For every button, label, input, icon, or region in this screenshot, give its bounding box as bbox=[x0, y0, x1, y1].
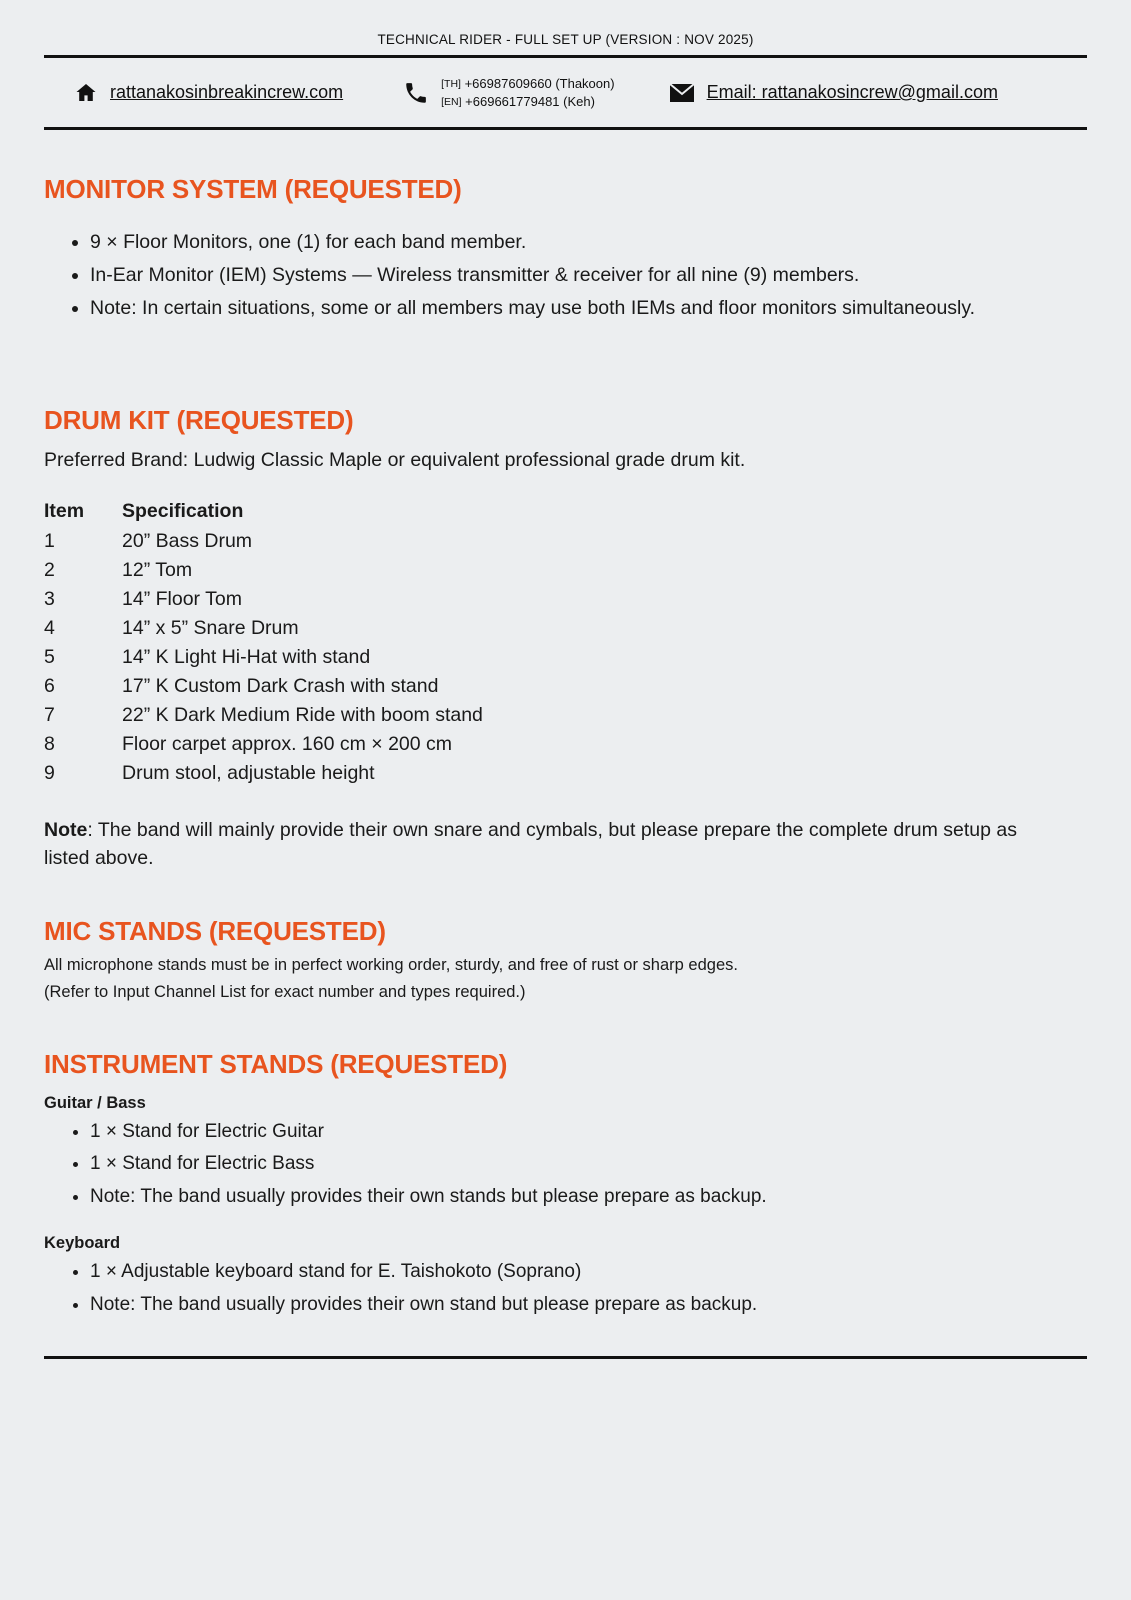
guitar-bass-list bbox=[44, 1117, 1087, 1212]
email-link[interactable]: Email: rattanakosincrew@gmail.com bbox=[706, 82, 998, 103]
list-item: • Note: In certain situations, some or all members may use both IEMs and floor monitors simultaneously. bbox=[90, 293, 1087, 324]
table-row bbox=[44, 672, 483, 701]
table-row bbox=[44, 556, 483, 585]
table-row bbox=[44, 730, 483, 759]
phone-th bbox=[441, 75, 614, 93]
mic-stands-section-title: MIC STANDS (REQUESTED) bbox=[44, 916, 386, 947]
footer-rule bbox=[44, 1356, 1087, 1359]
mic-stands-line-2: (Refer to Input Channel List for exact number and types required.) bbox=[44, 983, 526, 1002]
table-row bbox=[44, 643, 483, 672]
table-row bbox=[44, 701, 483, 730]
instrument-stands-section-title: INSTRUMENT STANDS (REQUESTED) bbox=[44, 1048, 508, 1079]
cell-item: 3 bbox=[44, 587, 55, 610]
cell-item: 7 bbox=[44, 703, 55, 726]
cell-spec: 20” Bass Drum bbox=[122, 529, 253, 552]
phone-en bbox=[441, 93, 614, 111]
phone-th-tag: [TH] bbox=[441, 78, 461, 90]
contact-phones bbox=[403, 75, 614, 110]
phone-en-value: +669661779481 (Keh) bbox=[465, 93, 595, 109]
drum-note-text: : The band will mainly provide their own snare and cymbals, but please prepare the complete drum setup as listed above. bbox=[44, 818, 1017, 870]
table-row bbox=[44, 527, 483, 556]
mic-stands-line-1: All microphone stands must be in perfect working order, sturdy, and free of rust or sharp edges. bbox=[44, 956, 738, 975]
monitor-list bbox=[44, 227, 1087, 325]
list-item: • 1 × Stand for Electric Guitar bbox=[90, 1117, 1087, 1147]
cell-spec: 14” K Light Hi-Hat with stand bbox=[122, 645, 371, 668]
cell-item: 1 bbox=[44, 529, 55, 552]
cell-spec: 22” K Dark Medium Ride with boom stand bbox=[122, 703, 483, 726]
phone-en-tag: [EN] bbox=[441, 95, 462, 108]
list-item: • 1 × Stand for Electric Bass bbox=[90, 1149, 1087, 1179]
cell-item: 9 bbox=[44, 761, 55, 784]
drum-subtitle: Preferred Brand: Ludwig Classic Maple or equivalent professional grade drum kit. bbox=[44, 448, 746, 471]
cell-spec: Drum stool, adjustable height bbox=[122, 761, 375, 784]
cell-item: 2 bbox=[44, 558, 55, 581]
cell-spec: Floor carpet approx. 160 cm × 200 cm bbox=[122, 732, 453, 755]
list-item: • In-Ear Monitor (IEM) Systems — Wireless transmitter & receiver for all nine (9) members. bbox=[90, 260, 1087, 291]
section-spacer bbox=[44, 327, 1087, 361]
table-row bbox=[44, 759, 483, 788]
guitar-bass-subhead: Guitar / Bass bbox=[44, 1093, 146, 1112]
cell-item: 4 bbox=[44, 616, 55, 639]
list-item: • 1 × Adjustable keyboard stand for E. Taishokoto (Soprano) bbox=[90, 1257, 1087, 1287]
document-header-title: TECHNICAL RIDER - FULL SET UP (VERSION : NOV 2025) bbox=[377, 32, 754, 47]
drum-spec-table bbox=[44, 500, 483, 788]
website-link[interactable]: rattanakosinbreakincrew.com bbox=[110, 82, 344, 103]
monitor-section-title: MONITOR SYSTEM (REQUESTED) bbox=[44, 174, 462, 205]
keyboard-subhead: Keyboard bbox=[44, 1234, 121, 1253]
list-item: • 9 × Floor Monitors, one (1) for each band member. bbox=[90, 227, 1087, 258]
header-bottom-rule bbox=[44, 127, 1087, 130]
list-item: • Note: The band usually provides their own stand but please prepare as backup. bbox=[90, 1290, 1087, 1320]
cell-spec: 12” Tom bbox=[122, 558, 193, 581]
column-header-specification: Specification bbox=[122, 499, 244, 522]
column-header-item: Item bbox=[44, 499, 85, 522]
contact-website[interactable] bbox=[74, 81, 343, 105]
cell-spec: 14” x 5” Snare Drum bbox=[122, 616, 299, 639]
drum-note-label: Note bbox=[44, 818, 88, 841]
mail-icon bbox=[669, 83, 695, 103]
table-header-row bbox=[44, 500, 483, 527]
cell-item: 5 bbox=[44, 645, 55, 668]
home-icon bbox=[74, 81, 98, 105]
cell-item: 8 bbox=[44, 732, 55, 755]
contact-email[interactable] bbox=[669, 82, 998, 103]
keyboard-list bbox=[44, 1257, 1087, 1320]
cell-item: 6 bbox=[44, 674, 55, 697]
table-row bbox=[44, 614, 483, 643]
cell-spec: 14” Floor Tom bbox=[122, 587, 242, 610]
drum-section-title: DRUM KIT (REQUESTED) bbox=[44, 404, 354, 435]
phone-icon bbox=[403, 80, 429, 106]
phone-numbers bbox=[441, 75, 614, 110]
contact-bar bbox=[44, 58, 1087, 127]
phone-th-value: +66987609660 (Thakoon) bbox=[464, 76, 615, 91]
drum-note bbox=[44, 816, 1044, 873]
cell-spec: 17” K Custom Dark Crash with stand bbox=[122, 674, 439, 697]
table-row bbox=[44, 585, 483, 614]
list-item: • Note: The band usually provides their own stands but please prepare as backup. bbox=[90, 1182, 1087, 1212]
